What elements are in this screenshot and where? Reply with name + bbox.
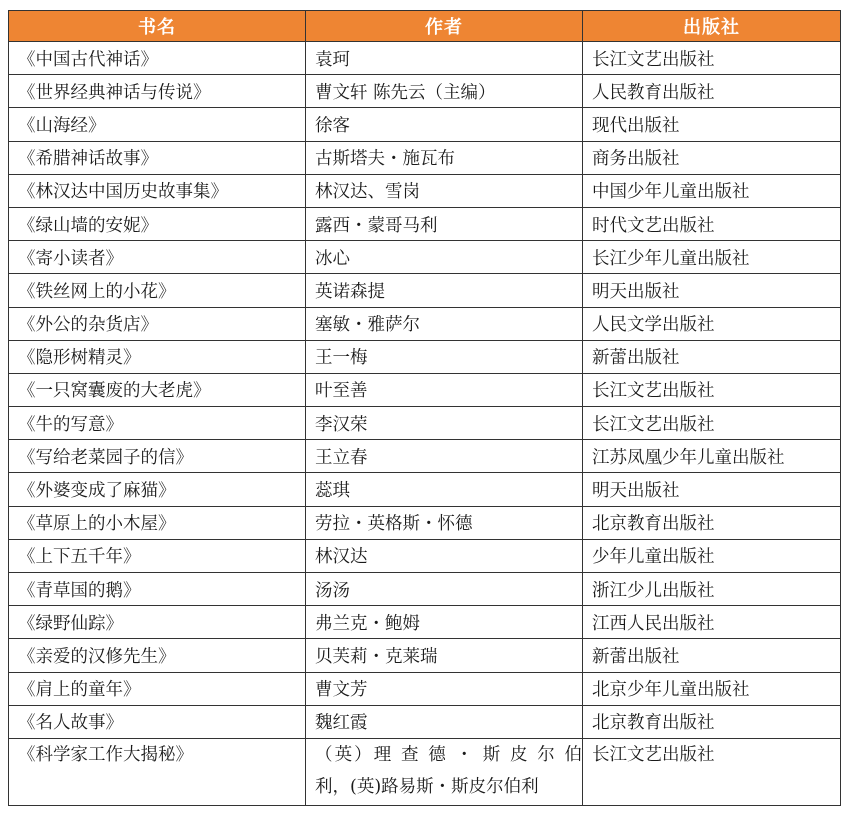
author-cell: 露西・蒙哥马利 (306, 207, 583, 240)
publisher-cell: 新蕾出版社 (583, 639, 841, 672)
publisher-cell: 新蕾出版社 (583, 340, 841, 373)
publisher-cell: 时代文艺出版社 (583, 207, 841, 240)
table-row (9, 738, 841, 805)
publisher-cell: 长江文艺出版社 (583, 373, 841, 406)
book-title-cell: 《希腊神话故事》 (9, 141, 306, 174)
table-header (9, 11, 841, 42)
author-cell: 塞敏・雅萨尔 (306, 307, 583, 340)
author-cell: 魏红霞 (306, 705, 583, 738)
column-header-title: 书名 (9, 11, 306, 42)
author-cell: 曹文芳 (306, 672, 583, 705)
header-row (9, 11, 841, 42)
publisher-cell: 浙江少儿出版社 (583, 573, 841, 606)
book-title-cell: 《青草国的鹅》 (9, 573, 306, 606)
author-cell: 李汉荣 (306, 407, 583, 440)
book-title-cell: 《隐形树精灵》 (9, 340, 306, 373)
publisher-cell: 明天出版社 (583, 473, 841, 506)
table-row (9, 639, 841, 672)
book-title-cell: 《肩上的童年》 (9, 672, 306, 705)
book-title-cell: 《外婆变成了麻猫》 (9, 473, 306, 506)
publisher-cell: 商务出版社 (583, 141, 841, 174)
author-cell: 古斯塔夫・施瓦布 (306, 141, 583, 174)
author-cell: 林汉达 (306, 539, 583, 572)
author-cell: 袁珂 (306, 42, 583, 75)
book-title-cell: 《写给老菜园子的信》 (9, 440, 306, 473)
book-title-cell: 《中国古代神话》 (9, 42, 306, 75)
publisher-cell: 北京少年儿童出版社 (583, 672, 841, 705)
table-row (9, 42, 841, 75)
publisher-cell: 现代出版社 (583, 108, 841, 141)
book-title-cell: 《名人故事》 (9, 705, 306, 738)
publisher-cell: 人民教育出版社 (583, 75, 841, 108)
book-title-cell: 《上下五千年》 (9, 539, 306, 572)
author-cell: 劳拉・英格斯・怀德 (306, 506, 583, 539)
table-row (9, 440, 841, 473)
table-row (9, 274, 841, 307)
author-cell: 英诺森提 (306, 274, 583, 307)
table-row (9, 506, 841, 539)
author-cell: 冰心 (306, 241, 583, 274)
author-cell: 叶至善 (306, 373, 583, 406)
publisher-cell: 长江少年儿童出版社 (583, 241, 841, 274)
publisher-cell: 中国少年儿童出版社 (583, 174, 841, 207)
publisher-cell: 江西人民出版社 (583, 606, 841, 639)
author-cell: 曹文轩 陈先云（主编） (306, 75, 583, 108)
book-title-cell: 《牛的写意》 (9, 407, 306, 440)
column-header-author: 作者 (306, 11, 583, 42)
book-title-cell: 《世界经典神话与传说》 (9, 75, 306, 108)
table-row (9, 174, 841, 207)
author-cell: 汤汤 (306, 573, 583, 606)
column-header-publisher: 出版社 (583, 11, 841, 42)
author-cell: 弗兰克・鲍姆 (306, 606, 583, 639)
publisher-cell: 长江文艺出版社 (583, 738, 841, 805)
publisher-cell: 人民文学出版社 (583, 307, 841, 340)
author-cell: 蕊琪 (306, 473, 583, 506)
author-cell: 林汉达、雪岗 (306, 174, 583, 207)
book-title-cell: 《山海经》 (9, 108, 306, 141)
publisher-cell: 北京教育出版社 (583, 705, 841, 738)
author-cell: 贝芙莉・克莱瑞 (306, 639, 583, 672)
book-title-cell: 《科学家工作大揭秘》 (9, 738, 306, 805)
book-title-cell: 《外公的杂货店》 (9, 307, 306, 340)
book-title-cell: 《绿山墙的安妮》 (9, 207, 306, 240)
author-cell: 王一梅 (306, 340, 583, 373)
book-title-cell: 《亲爱的汉修先生》 (9, 639, 306, 672)
book-title-cell: 《寄小读者》 (9, 241, 306, 274)
author-cell: 王立春 (306, 440, 583, 473)
table-row (9, 108, 841, 141)
author-cell: 徐客 (306, 108, 583, 141)
publisher-cell: 长江文艺出版社 (583, 42, 841, 75)
book-title-cell: 《绿野仙踪》 (9, 606, 306, 639)
table-row (9, 373, 841, 406)
book-title-cell: 《铁丝网上的小花》 (9, 274, 306, 307)
table-row (9, 473, 841, 506)
publisher-cell: 北京教育出版社 (583, 506, 841, 539)
book-list-table (8, 10, 841, 806)
publisher-cell: 明天出版社 (583, 274, 841, 307)
table-row (9, 141, 841, 174)
table-row (9, 340, 841, 373)
table-row (9, 573, 841, 606)
table-row (9, 307, 841, 340)
table-body (9, 42, 841, 806)
table-row (9, 539, 841, 572)
table-row (9, 672, 841, 705)
publisher-cell: 江苏凤凰少年儿童出版社 (583, 440, 841, 473)
book-title-cell: 《林汉达中国历史故事集》 (9, 174, 306, 207)
table-row (9, 606, 841, 639)
table-row (9, 75, 841, 108)
publisher-cell: 少年儿童出版社 (583, 539, 841, 572)
table-row (9, 705, 841, 738)
book-title-cell: 《草原上的小木屋》 (9, 506, 306, 539)
publisher-cell: 长江文艺出版社 (583, 407, 841, 440)
table-row (9, 241, 841, 274)
book-title-cell: 《一只窝囊废的大老虎》 (9, 373, 306, 406)
author-cell: （英）理 查 德 ・ 斯 皮 尔 伯 利，(英)路易斯・斯皮尔伯利 (306, 738, 583, 805)
table-row (9, 407, 841, 440)
table-row (9, 207, 841, 240)
